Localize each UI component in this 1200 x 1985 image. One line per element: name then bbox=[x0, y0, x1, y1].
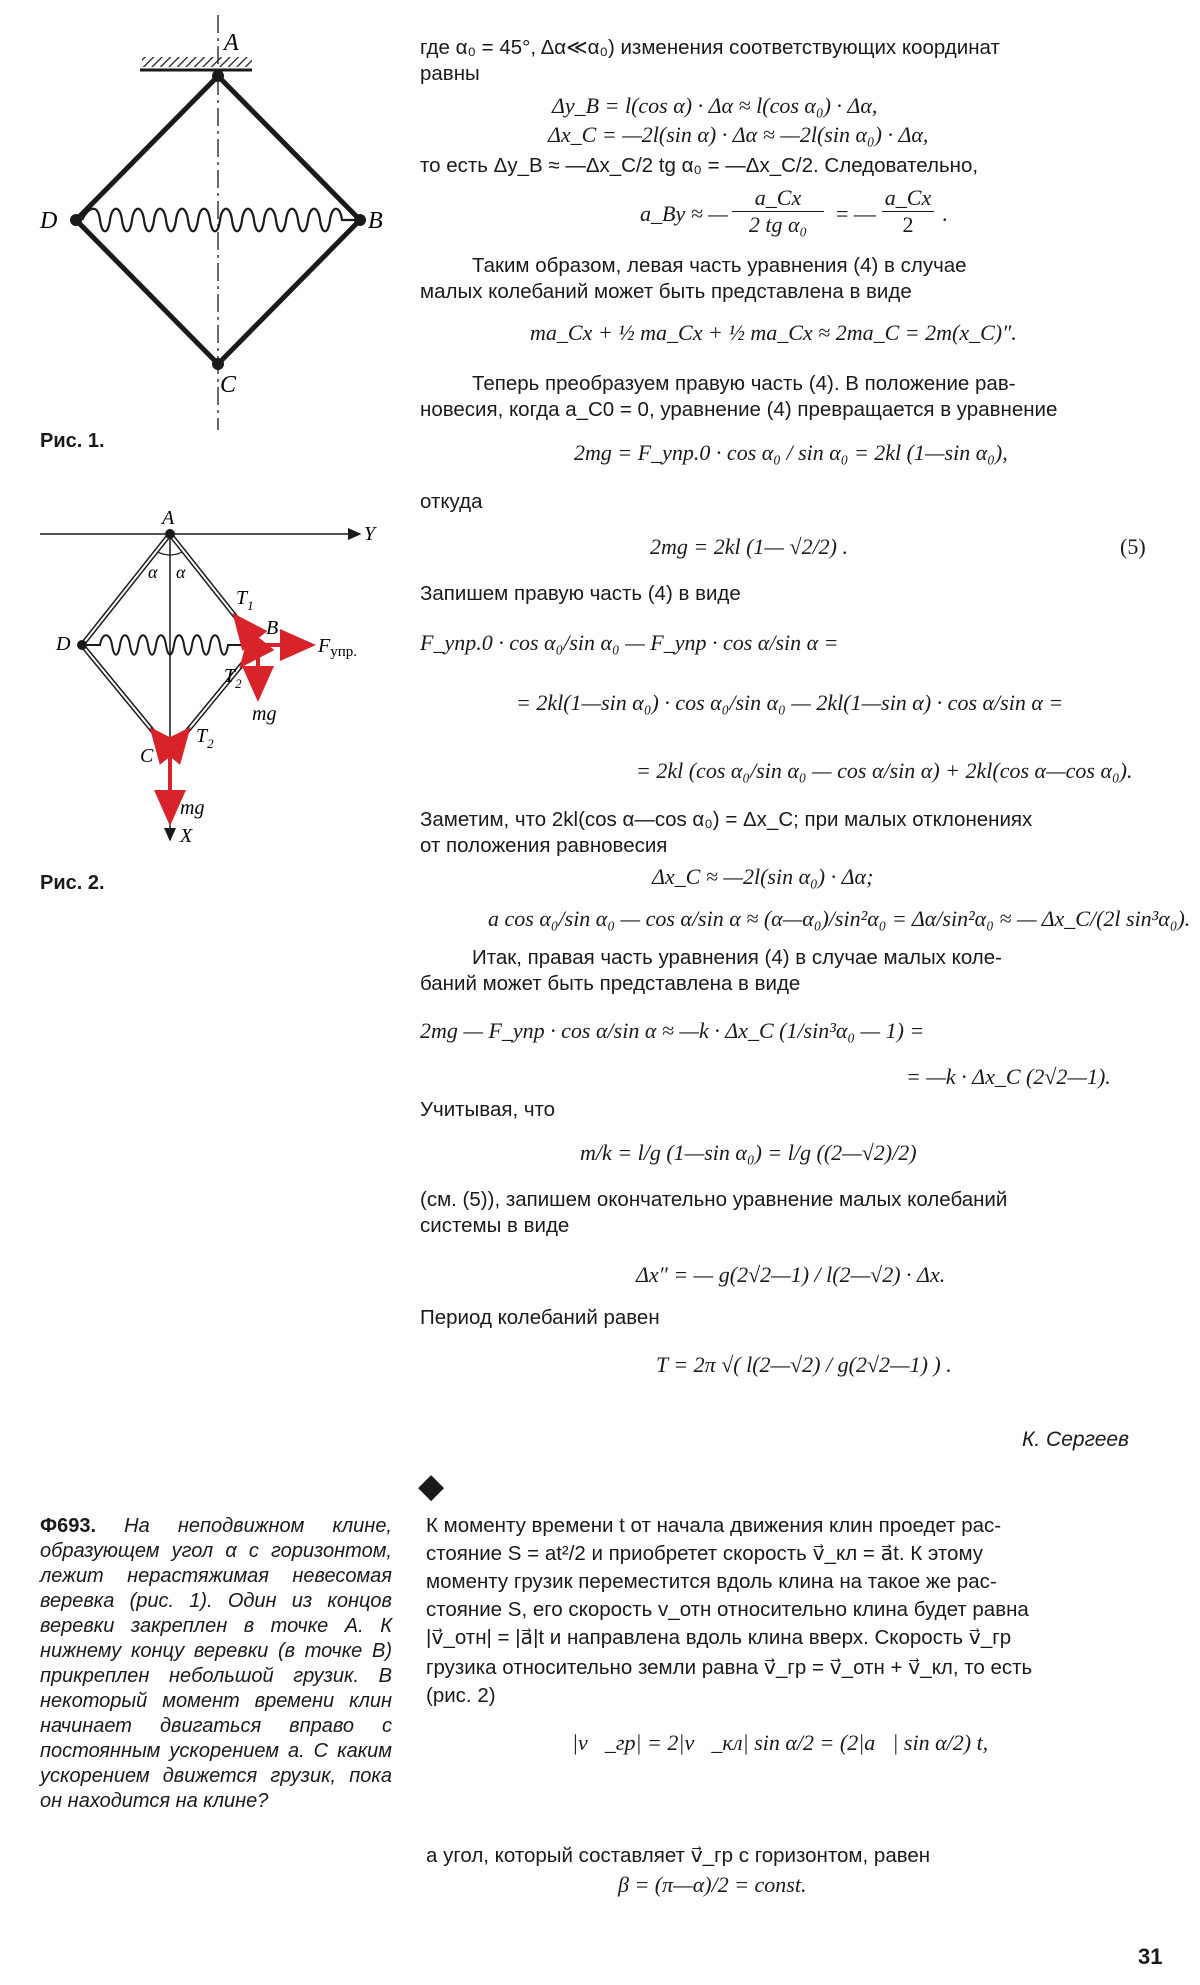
fig2-label-alpha-right: α bbox=[176, 562, 186, 582]
formula-5: 2mg = 2kl (1— √2/2) . bbox=[650, 534, 849, 559]
fig1-label-d: D bbox=[40, 208, 58, 234]
sol1-para-2b: малых колебаний может быть представлена в виде bbox=[420, 280, 912, 303]
formula-right-side-1: F_упр.0 · cos α₀/sin α₀ — F_упр · cos α/sin α = bbox=[420, 630, 839, 655]
sol1-para-2a: Таким образом, левая часть уравнения (4) в случае bbox=[472, 254, 967, 277]
figure-2-caption: Рис. 2. bbox=[40, 872, 105, 894]
tension-t2-b-arrow bbox=[242, 645, 258, 665]
formula-m-over-k: m/k = l/g (1—sin α₀) = l/g ((2—√2)/2) bbox=[580, 1140, 917, 1165]
fig2-label-f: $F_{упр.}$ bbox=[318, 635, 357, 660]
formula-oscillation: Δx″ = — g(2√2—1) / l(2—√2) · Δx. bbox=[636, 1262, 946, 1287]
fig1-label-c: C bbox=[220, 372, 237, 398]
fig2-label-alpha-left: α bbox=[148, 562, 158, 582]
fig2-label-d: D bbox=[56, 633, 71, 655]
formula-period: T = 2π √( l(2—√2) / g(2√2—1) ) . bbox=[656, 1352, 952, 1377]
sol1-para-6a: (см. (5)), запишем окончательно уравнение малых колебаний bbox=[420, 1188, 1008, 1211]
sol1-line-7: Период колебаний равен bbox=[420, 1306, 660, 1329]
formula-right-small: 2mg — F_упр · cos α/sin α ≈ —k · Δx_C (1/sin³α₀ — 1) = bbox=[420, 1018, 925, 1043]
solution-diamond-icon: ◆ bbox=[418, 1466, 445, 1506]
sol2-line-8: а угол, который составляет v⃗_гр с горизонтом, равен bbox=[426, 1844, 931, 1867]
sol2-line-7: (рис. 2) bbox=[426, 1684, 496, 1707]
formula-v-gr: |v⃗_гр| = 2|v⃗_кл| sin α/2 = (2|a⃗| sin α/2) t, bbox=[572, 1730, 989, 1755]
sol1-line-6: Учитывая, что bbox=[420, 1098, 556, 1121]
sol2-line-6: грузика относительно земли равна v⃗_гр = v⃗_отн + v⃗_кл, то есть bbox=[426, 1656, 1033, 1679]
tension-c-left-arrow bbox=[152, 730, 170, 752]
ceiling-support bbox=[142, 57, 252, 67]
fig2-spring bbox=[86, 635, 252, 655]
fig2-label-mg-b: mg bbox=[252, 703, 277, 725]
sol2-line-3: моменту грузик переместится вдоль клина на такое же рас- bbox=[426, 1570, 997, 1593]
formula-dx-c: Δx_C = —2l(sin α) · Δα ≈ —2l(sin α₀) · Δα, bbox=[548, 122, 929, 147]
page-number: 31 bbox=[1138, 1944, 1163, 1969]
sol1-para-4b: от положения равновесия bbox=[420, 834, 668, 857]
sol1-line-1: где α₀ = 45°, Δα≪α₀) изменения соответствующих координат bbox=[420, 36, 1000, 59]
formula-5-number: (5) bbox=[1120, 534, 1146, 559]
sol1-para-4a: Заметим, что 2kl(cos α—cos α₀) = Δx_C; при малых отклонениях bbox=[420, 808, 1033, 831]
sol2-line-5: |v⃗_отн| = |a⃗|t и направлена вдоль клина вверх. Скорость v⃗_гр bbox=[426, 1626, 1012, 1649]
sol1-para-3a: Теперь преобразуем правую часть (4). В положение рав- bbox=[472, 372, 1016, 395]
formula-equilibrium: 2mg = F_упр.0 · cos α₀ / sin α₀ = 2kl (1—sin α₀), bbox=[574, 440, 1008, 465]
sol1-para-3b: новесия, когда a_C0 = 0, уравнение (4) превращается в уравнение bbox=[420, 398, 1058, 421]
fig2-label-c: C bbox=[140, 745, 154, 767]
fig2-label-a: A bbox=[162, 507, 175, 529]
figure-2 bbox=[30, 500, 400, 855]
sol2-line-4: стояние S, его скорость v_отн относительно клина будет равна bbox=[426, 1598, 1029, 1621]
sol2-line-2: стояние S = at²/2 и приобретет скорость v⃗_кл = a⃗t. К этому bbox=[426, 1542, 984, 1565]
figure-1 bbox=[30, 10, 400, 430]
sol1-line-5: Запишем правую часть (4) в виде bbox=[420, 582, 741, 605]
fig1-label-a: A bbox=[224, 30, 239, 56]
sol1-line-3: то есть Δy_B ≈ —Δx_C/2 tg α₀ = —Δx_C/2. Следовательно, bbox=[420, 154, 979, 177]
tension-t1-arrow bbox=[235, 616, 258, 645]
sol1-line-2: равны bbox=[420, 62, 480, 85]
sol1-line-4: откуда bbox=[420, 490, 483, 513]
formula-cos-diff: а cos α₀/sin α₀ — cos α/sin α ≈ (α—α₀)/sin²α₀ = Δα/sin²α₀ ≈ — Δx_C/(2l sin³α₀). bbox=[488, 906, 1191, 931]
fig2-label-t1: $T_1$ bbox=[236, 587, 254, 613]
sol2-line-1: К моменту времени t от начала движения клин проедет рас- bbox=[426, 1514, 1002, 1537]
fig1-label-b: B bbox=[368, 208, 383, 234]
sol1-para-5b: баний может быть представлена в виде bbox=[420, 972, 801, 995]
fig2-label-y: Y bbox=[364, 523, 376, 545]
fig2-label-x: X bbox=[180, 825, 193, 847]
sol1-para-6b: системы в виде bbox=[420, 1214, 570, 1237]
problem-f693 bbox=[40, 1514, 392, 1814]
fig2-label-t2-c: $T_2$ bbox=[196, 725, 214, 751]
tension-t2-c-arrow bbox=[170, 730, 188, 752]
formula-dy-b: Δy_B = l(cos α) · Δα ≈ l(cos α₀) · Δα, bbox=[552, 93, 878, 118]
problem-number: Ф693. bbox=[40, 1515, 96, 1537]
formula-right-small-2: = —k · Δx_C (2√2—1). bbox=[906, 1064, 1111, 1089]
formula-dx-c-approx: Δx_C ≈ —2l(sin α₀) · Δα; bbox=[652, 864, 874, 889]
problem-text: На неподвижном клине, образующем угол α с горизонтом, лежит нерастяжимая невесомая веревка (рис. 1). Один из концов веревки закреплен в точке A. К нижнему концу веревки (в точке B) прикреплен небольшой грузик. В некоторый момент времени клин начинает двигаться вправо с постоянным ускорением a. С каким ускорением движется грузик, пока он находится на клине? bbox=[40, 1515, 392, 1812]
fig2-label-b: B bbox=[266, 617, 279, 639]
formula-right-side-2: = 2kl(1—sin α₀) · cos α₀/sin α₀ — 2kl(1—sin α) · cos α/sin α = bbox=[516, 690, 1064, 715]
author: К. Сергеев bbox=[1022, 1428, 1130, 1451]
fig2-label-mg-c: mg bbox=[180, 797, 205, 819]
spring bbox=[82, 209, 356, 232]
formula-left-side: ma_Cx + ½ ma_Cx + ½ ma_Cx ≈ 2ma_C = 2m(x_C)″. bbox=[530, 320, 1017, 345]
fig2-label-t2-b: $T_2$ bbox=[224, 665, 242, 691]
formula-beta: β = (π—α)/2 = const. bbox=[618, 1872, 807, 1897]
sol1-para-5a: Итак, правая часть уравнения (4) в случае малых коле- bbox=[472, 946, 1002, 969]
figure-1-caption: Рис. 1. bbox=[40, 430, 105, 452]
formula-right-side-3: = 2kl (cos α₀/sin α₀ — cos α/sin α) + 2kl(cos α—cos α₀). bbox=[636, 758, 1133, 783]
